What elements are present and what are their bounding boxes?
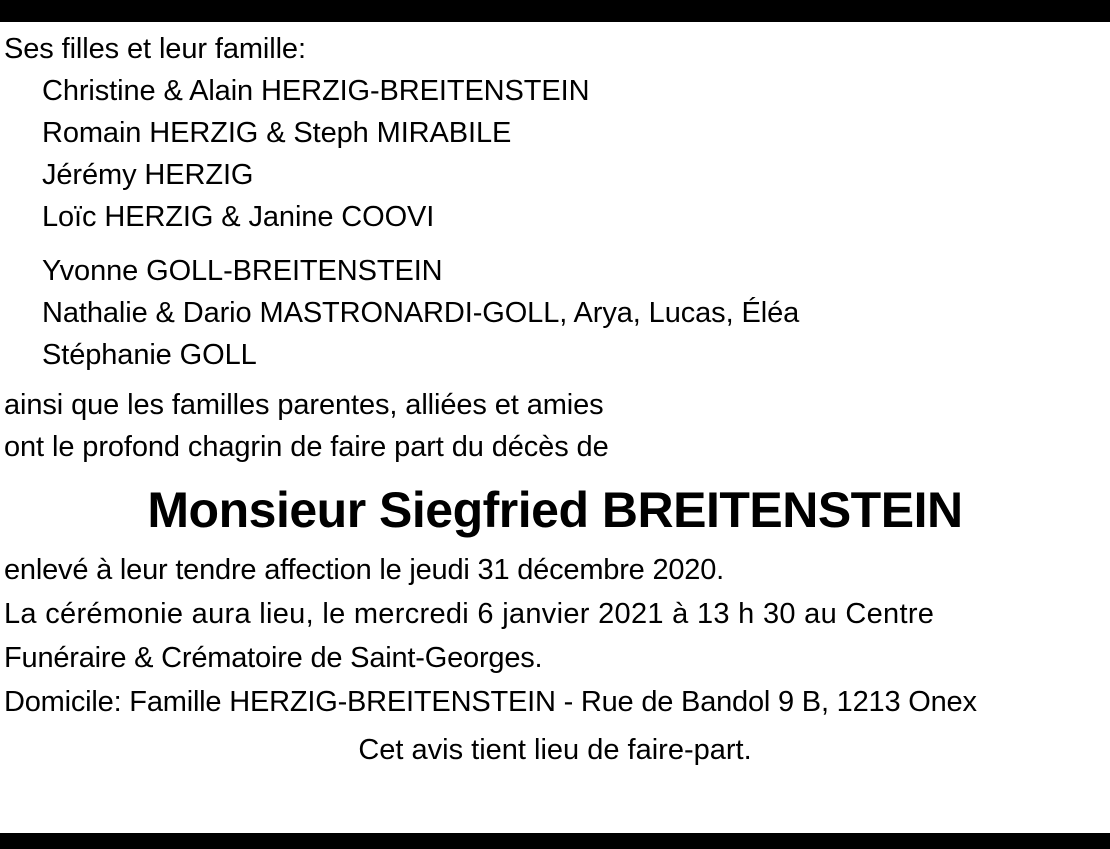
family-member-line: Christine & Alain HERZIG-BREITENSTEIN [42, 75, 590, 107]
domicile-line: Domicile: Famille HERZIG-BREITENSTEIN - Rue de Bandol 9 B, 1213 Onex [4, 686, 977, 718]
family-member-line: Loïc HERZIG & Janine COOVI [42, 201, 435, 233]
closing-line: Cet avis tient lieu de faire-part. [358, 734, 752, 766]
family-member-line: Stéphanie GOLL [42, 339, 257, 371]
family-member-line: Yvonne GOLL-BREITENSTEIN [42, 255, 443, 287]
intro-family-label: Ses filles et leur famille: [4, 33, 306, 65]
section-spacer [4, 376, 1106, 384]
family-group-one [4, 70, 1106, 238]
ceremony-line-two: Funéraire & Crématoire de Saint-Georges. [4, 642, 543, 674]
announcement-line: ont le profond chagrin de faire part du décès de [4, 431, 609, 463]
family-member-line: Romain HERZIG & Steph MIRABILE [42, 117, 512, 149]
deceased-name: Monsieur Siegfried BREITENSTEIN [147, 482, 963, 538]
family-group-two [4, 250, 1106, 376]
family-member-line: Jérémy HERZIG [42, 159, 254, 191]
bottom-divider-rule [0, 833, 1110, 849]
ceremony-line-one: La cérémonie aura lieu, le mercredi 6 janvier 2021 à 13 h 30 au Centre [4, 598, 935, 630]
top-divider-rule [0, 0, 1110, 22]
relatives-line: ainsi que les familles parentes, alliées et amies [4, 389, 604, 421]
death-date-line: enlevé à leur tendre affection le jeudi 31 décembre 2020. [4, 554, 725, 586]
notice-body [0, 22, 1110, 833]
group-spacer [4, 238, 1106, 250]
family-member-line: Nathalie & Dario MASTRONARDI-GOLL, Arya, Lucas, Éléa [42, 297, 800, 329]
